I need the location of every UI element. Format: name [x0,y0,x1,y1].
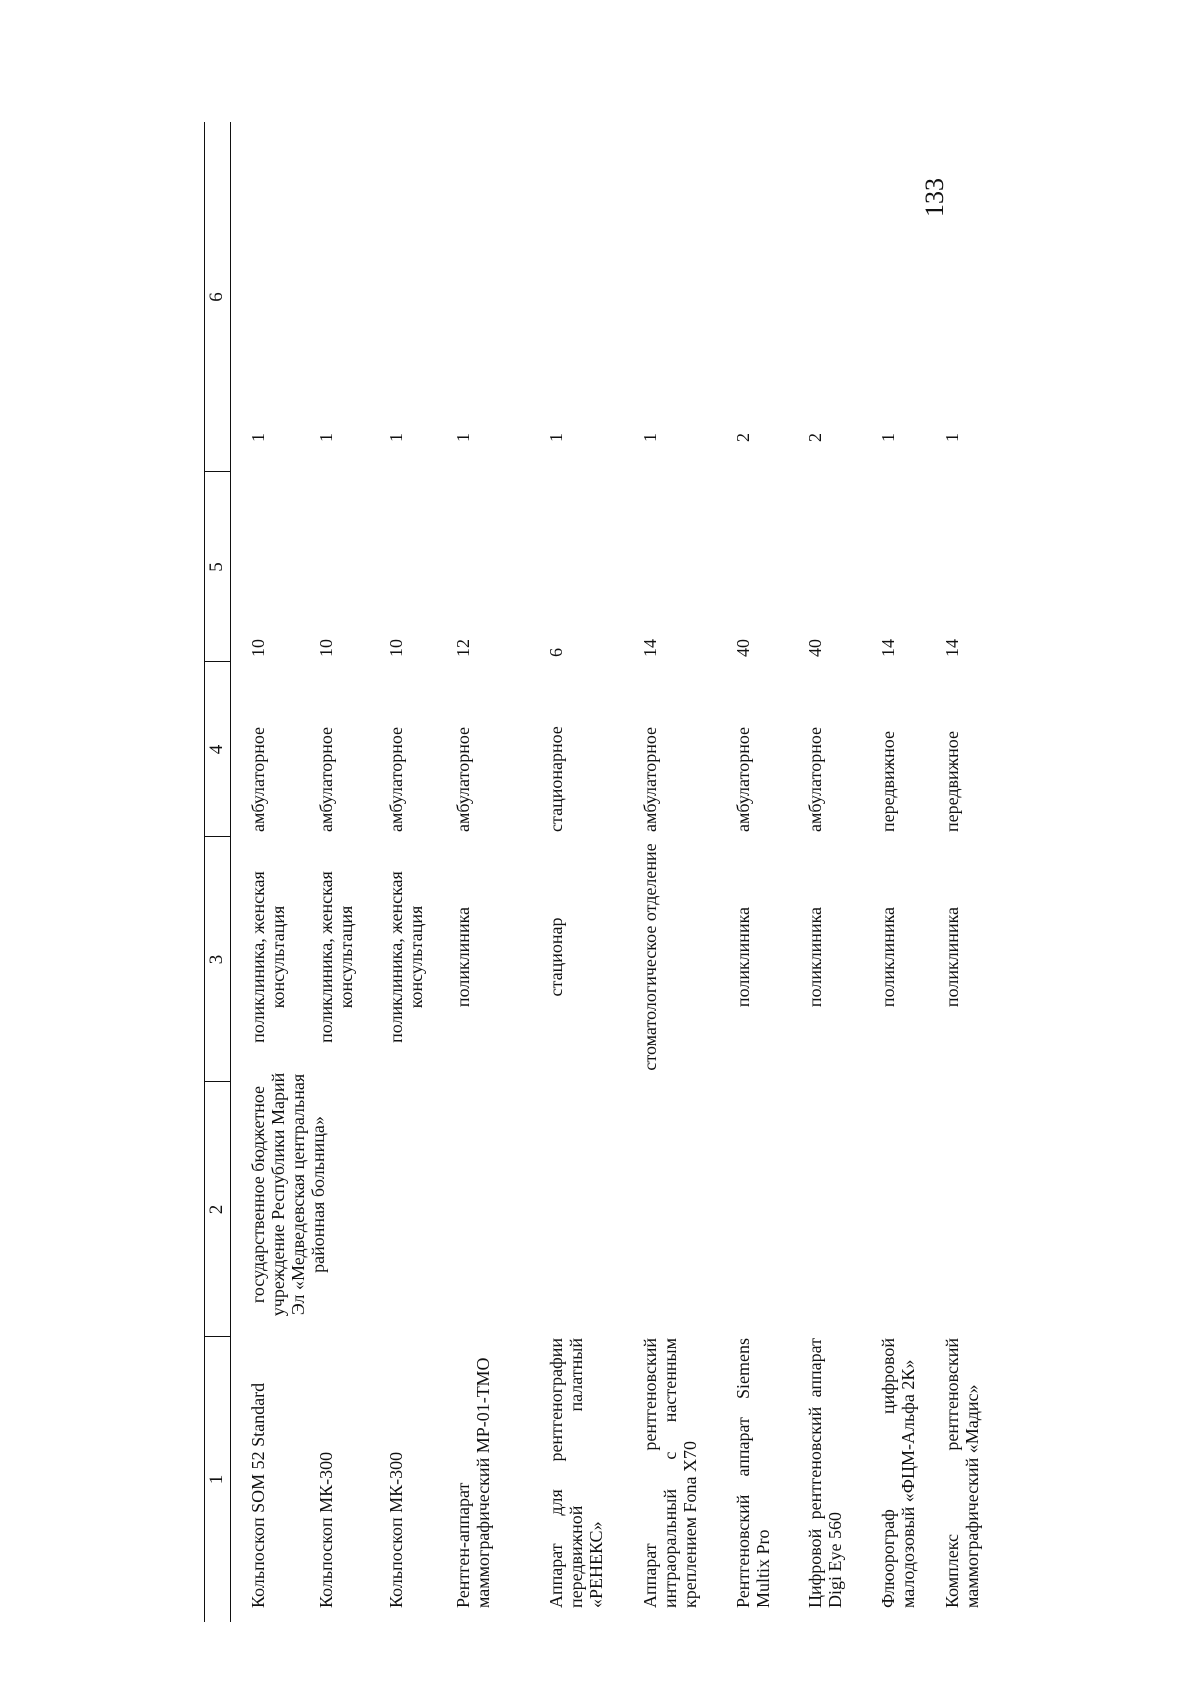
column-header-1: 1 [206,1474,227,1485]
quantity-value: 2 [733,433,753,442]
quantity-value: 2 [805,433,825,442]
equipment-name: Аппарат рентгеновский интраоральный с настенным креплением Fona X70 [640,1338,700,1608]
department: поликлиника [942,906,962,1008]
equipment-name: Цифровой рентгеновский аппарат Digi Eye 560 [805,1338,845,1608]
page-number: 133 [920,178,949,217]
department: стоматологическое отделение [640,843,660,1071]
equipment-name: Рентген-аппарат маммографический МР-01-ТМО [453,1357,493,1608]
column-header-4: 4 [206,744,227,755]
quantity-value: 1 [878,433,898,442]
service-type: амбулаторное [805,726,825,832]
service-type: амбулаторное [453,726,473,832]
service-type: амбулаторное [386,726,406,832]
quantity-value: 1 [942,433,962,442]
department: поликлиника, женская консультация [316,871,356,1043]
service-type: амбулаторное [640,726,660,832]
service-type: передвижное [878,731,898,832]
department: поликлиника, женская консультация [248,871,288,1043]
department: поликлиника [878,906,898,1008]
column-5-value: 14 [878,639,898,657]
quantity-value: 1 [248,433,268,442]
department: поликлиника [733,906,753,1008]
header-bottom-rule [230,122,231,1622]
column-header-3: 3 [206,954,227,965]
equipment-name: Комплекс рентгеновский маммографический «Мадис» [942,1338,982,1608]
column-5-value: 40 [733,639,753,657]
column-header-5: 5 [206,562,227,572]
column-5-value: 12 [453,639,473,657]
equipment-name: Рентгеновский аппарат Siemens Multix Pro [733,1338,773,1608]
quantity-value: 1 [453,433,473,442]
column-header-2: 2 [206,1204,227,1215]
quantity-value: 1 [316,433,336,442]
column-5-value: 10 [248,639,268,657]
column-5-value: 10 [386,639,406,657]
department: поликлиника [805,906,825,1008]
quantity-value: 1 [546,433,566,442]
column-header-6: 6 [206,292,227,302]
column-5-value: 14 [942,639,962,657]
service-type: амбулаторное [733,726,753,832]
equipment-name: Флюорограф цифровой малодозовый «ФЦМ-Альфа 2К» [878,1338,918,1608]
equipment-name: Кольпоскоп МК-300 [386,1451,406,1608]
quantity-value: 1 [640,433,660,442]
department: поликлиника, женская консультация [386,871,426,1043]
column-5-value: 14 [640,639,660,657]
service-type: передвижное [942,731,962,832]
quantity-value: 1 [386,433,406,442]
equipment-name: Аппарат для рентгенографии передвижной палатный «РЕНЕКС» [546,1338,606,1608]
column-5-value: 40 [805,639,825,657]
department: стационар [546,917,566,997]
column-5-value: 6 [546,648,566,657]
service-type: амбулаторное [248,726,268,832]
rotated-table-container [200,122,980,1622]
service-type: стационарное [546,726,566,832]
department: поликлиника [453,906,473,1008]
service-type: амбулаторное [316,726,336,832]
column-5-value: 10 [316,639,336,657]
equipment-name: Кольпоскоп SOM 52 Standard [248,1382,268,1608]
organization-name: государственное бюджетное учреждение Республики Марий Эл «Медведевская центральная районная больница» [248,1072,328,1317]
equipment-name: Кольпоскоп МК-300 [316,1451,336,1608]
